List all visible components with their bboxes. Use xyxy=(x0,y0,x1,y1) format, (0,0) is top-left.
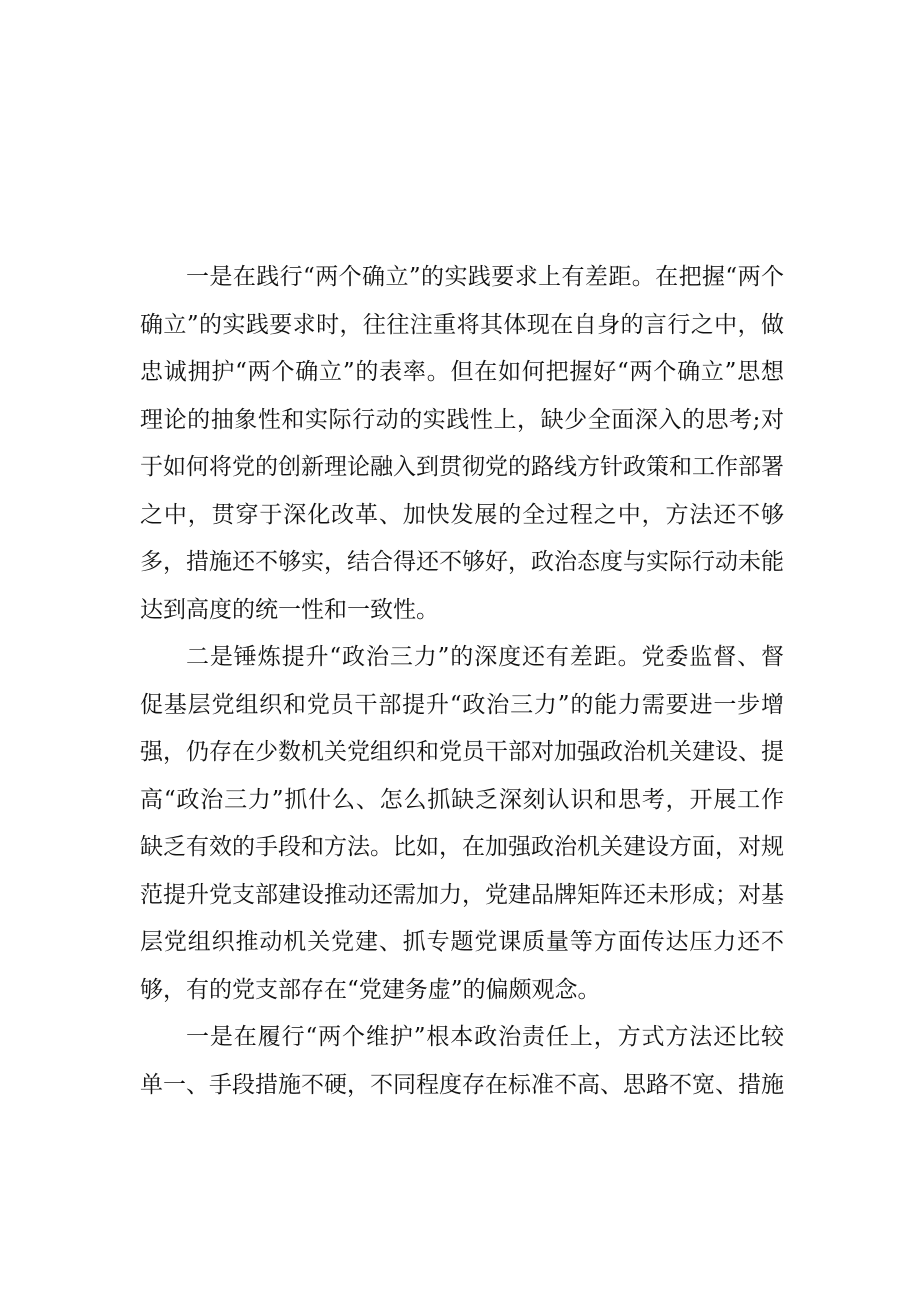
paragraph-practice-gap: 一是在践行“两个确立”的实践要求上有差距。在把握“两个确立”的实践要求时，往往注重将其体现在自身的言行之中，做忠诚拥护“两个确立”的表率。但在如何把握好“两个确立”思想理论的抽象性和实际行动的实践性上，缺少全面深入的思考;对于如何将党的创新理论融入到贯彻党的路线方针政策和工作部署之中，贯穿于深化改革、加快发展的全过程之中，方法还不够多，措施还不够实，结合得还不够好，政治态度与实际行动未能达到高度的统一性和一致性。 xyxy=(140,264,784,623)
document-body xyxy=(140,254,784,1109)
paragraph-political-ability-gap: 二是锤炼提升“政治三力”的深度还有差距。党委监督、督促基层党组织和党员干部提升“政治三力”的能力需要进一步增强，仍存在少数机关党组织和党员干部对加强政治机关建设、提高“政治三力”抓什么、怎么抓缺乏深刻认识和思考，开展工作缺乏有效的手段和方法。比如，在加强政治机关建设方面，对规范提升党支部建设推动还需加力，党建品牌矩阵还未形成；对基层党组织推动机关党建、抓专题党课质量等方面传达压力还不够，有的党支部存在“党建务虚”的偏颇观念。 xyxy=(140,644,784,1003)
paragraph-responsibility-methods: 一是在履行“两个维护”根本政治责任上，方式方法还比较单一、手段措施不硬，不同程度存在标准不高、思路不宽、措施 xyxy=(140,1024,784,1098)
